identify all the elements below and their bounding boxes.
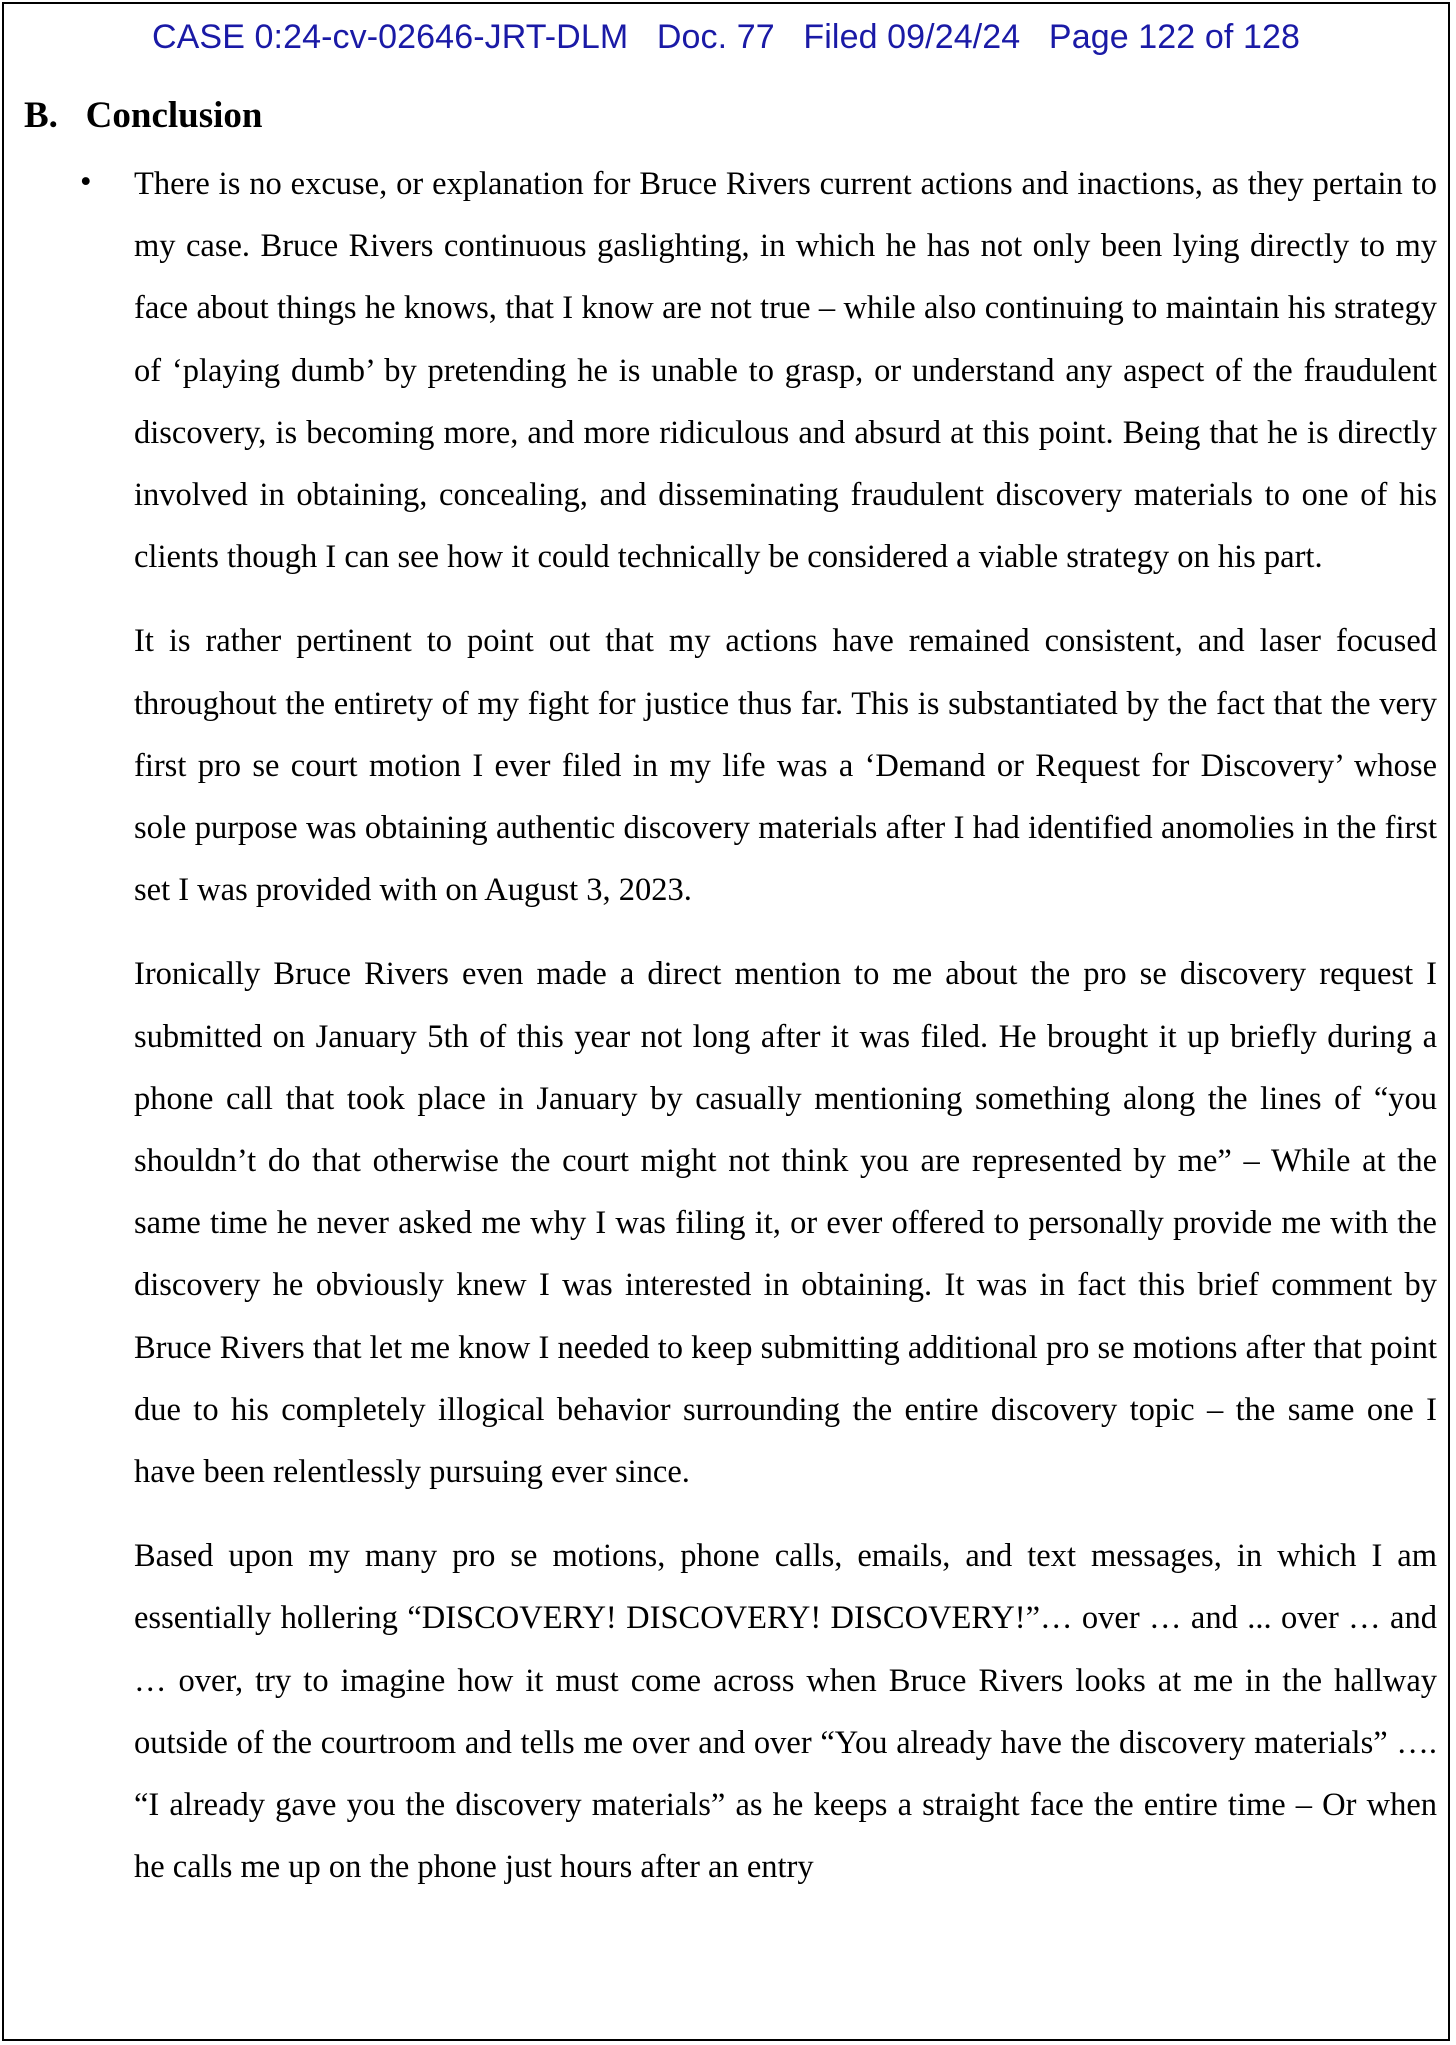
paragraph-1: There is no excuse, or explanation for Bruce Rivers current actions and inactions, as they pertain to my case. Bruce Rivers continuous gaslighting, in which he has not only been lying directly to my face about things he knows, that I know are not true – while also continuing to maintain his strategy of ‘playing dumb’ by pretending he is unable to grasp, or understand any aspect of the fraudulent discovery, is becoming more, and more ridiculous and absurd at this point. Being that he is directly involved in obtaining, concealing, and disseminating fraudulent discovery materials to one of his clients though I can see how it could technically be considered a viable strategy on his part. <box>134 166 1437 576</box>
document-page <box>2 2 1450 2041</box>
paragraph-4: Based upon my many pro se motions, phone calls, emails, and text messages, in which I am essentially hollering “DISCOVERY! DISCOVERY! DISCOVERY!”… over … and ... over … and … over, try to imagine how it must come across when Bruce Rivers looks at me in the hallway outside of the courtroom and tells me over and over “You already have the discovery materials” …. “I already gave you the discovery materials” as he keeps a straight face the entire time – Or when he calls me up on the phone just hours after an entry <box>134 1538 1437 1886</box>
bullet-marker: • <box>80 164 92 200</box>
body-text <box>134 153 1437 1920</box>
section-title: B. Conclusion <box>24 95 263 136</box>
paragraph-2: It is rather pertinent to point out that my actions have remained consistent, and laser focused throughout the entirety of my fight for justice thus far. This is substantiated by the fact that the very first pro se court motion I ever filed in my life was a ‘Demand or Request for Discovery’ whose sole purpose was obtaining authentic discovery materials after I had identified anomolies in the first set I was provided with on August 3, 2023. <box>134 623 1437 909</box>
case-header-stamp: CASE 0:24-cv-02646-JRT-DLM Doc. 77 Filed 09/24/24 Page 122 of 128 <box>152 18 1300 56</box>
paragraph-3: Ironically Bruce Rivers even made a direct mention to me about the pro se discovery request I submitted on January 5th of this year not long after it was filed. He brought it up briefly during a phone call that took place in January by casually mentioning something along the lines of “you shouldn’t do that otherwise the court might not think you are represented by me” – While at the same time he never asked me why I was filing it, or ever offered to personally provide me with the discovery he obviously knew I was interested in obtaining. It was in fact this brief comment by Bruce Rivers that let me know I needed to keep submitting additional pro se motions after that point due to his completely illogical behavior surrounding the entire discovery topic – the same one I have been relentlessly pursuing ever since. <box>134 956 1437 1491</box>
